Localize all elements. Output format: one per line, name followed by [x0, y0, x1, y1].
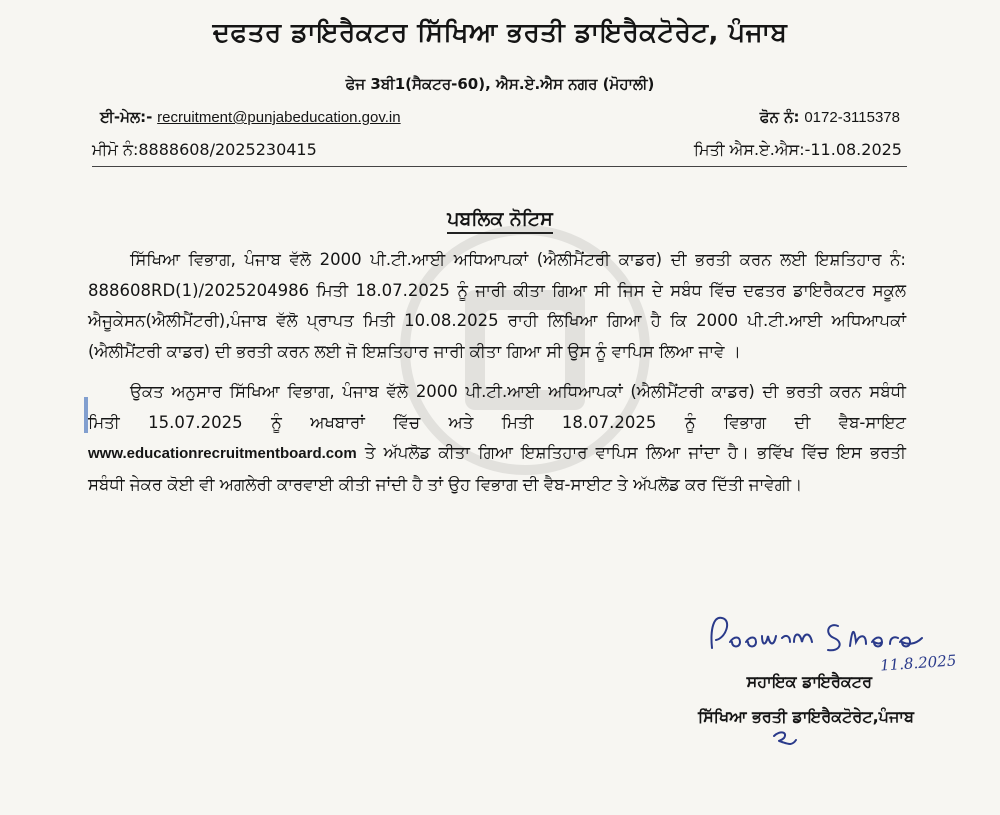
memo-number: ਮੀਮੋ ਨੰ:8888608/2025230415 [92, 140, 317, 159]
website-link[interactable]: www.educationrecruitmentboard.com [88, 445, 357, 462]
signatory-designation: ਸਹਾਇਕ ਡਾਇਰੈਕਟਰ [746, 672, 872, 691]
memo-date: ਮਿਤੀ ਐਸ.ਏ.ਐਸ:-11.08.2025 [693, 140, 902, 159]
notice-paragraph-1: ਸਿੱਖਿਆ ਵਿਭਾਗ, ਪੰਜਾਬ ਵੱਲੋ 2000 ਪੀ.ਟੀ.ਆਈ ਅਧਿਆਪਕਾਂ (ਐਲੀਮੈਂਟਰੀ ਕਾਡਰ) ਦੀ ਭਰਤੀ ਕਰਨ ਲਈ ਇਸ਼ਤਿਹਾਰ ਨੰ: 888608RD(1)/2025204986 ਮਿਤੀ 18.07.2025 ਨੂੰ ਜਾਰੀ ਕੀਤਾ ਗਿਆ ਸੀ ਜਿਸ ਦੇ ਸਬੰਧ ਵਿੱਚ ਦਫਤਰ ਡਾਇਰੈਕਟਰ ਸਕੂਲ ਐਜੂਕੇਸਨ(ਐਲੀਮੈਂਟਰੀ),ਪੰਜਾਬ ਵੱਲੋ ਪ੍ਰਾਪਤ ਮਿਤੀ 10.08.2025 ਰਾਹੀ ਲਿਖਿਆ ਗਿਆ ਹੈ ਕਿ 2000 ਪੀ.ਟੀ.ਆਈ ਅਧਿਆਪਕਾਂ (ਐਲੀਮੈਂਟਰੀ ਕਾਡਰ) ਦੀ ਭਰਤੀ ਕਰਨ ਲਈ ਜੋ ਇਸ਼ਤਿਹਾਰ ਜਾਰੀ ਕੀਤਾ ਗਿਆ ਸੀ ਉਸ ਨੂੰ ਵਾਪਿਸ ਲਿਆ ਜਾਵੇ । [88, 250, 906, 361]
notice-heading [0, 208, 1000, 230]
office-address: ਫੇਜ 3ਬੀ1(ਸੈਕਟਰ-60), ਐਸ.ਏ.ਐਸ ਨਗਰ (ਮੋਹਾਲੀ) [345, 75, 655, 93]
notice-paragraph-2 [88, 377, 906, 500]
phone-number: 0172-3115378 [804, 109, 900, 126]
phone-label: ਫੋਨ ਨੰ: [759, 108, 800, 126]
email-link[interactable]: recruitment@punjabeducation.gov.in [157, 109, 401, 126]
phone-line [760, 108, 900, 126]
notice-body [88, 245, 906, 510]
office-title: ਦਫਤਰ ਡਾਇਰੈਕਟਰ ਸਿੱਖਿਆ ਭਰਤੀ ਡਾਇਰੈਕਟੋਰੇਟ, ਪੰਜਾਬ [212, 18, 788, 48]
handwritten-initial [770, 728, 800, 754]
handwritten-date: 11.8.2025 [879, 651, 957, 675]
header-divider [92, 166, 907, 167]
email-label: ਈ-ਮੇਲ:- [100, 108, 153, 126]
text-cursor-highlight [84, 397, 88, 433]
notice-heading-text: ਪਬਲਿਕ ਨੋਟਿਸ [447, 208, 552, 234]
paragraph-2-text-end: ਤੇ ਅੱਪਲੋਡ ਕੀਤਾ ਗਿਆ ਇਸ਼ਤਿਹਾਰ ਵਾਪਿਸ ਲਿਆ ਜਾਂਦਾ ਹੈ। ਭਵਿੱਖ ਵਿੱਚ ਇਸ ਭਰਤੀ ਸਬੰਧੀ ਜੇਕਰ ਕੋਈ ਵੀ ਅਗਲੇਰੀ ਕਾਰਵਾਈ ਕੀਤੀ ਜਾਂਦੀ ਹੈ ਤਾਂ ਉਹ ਵਿਭਾਗ ਦੀ ਵੈਬ-ਸਾਈਟ ਤੇ ਅੱਪਲੋਡ ਕਰ ਦਿੱਤੀ ਜਾਵੇਗੀ। [88, 443, 906, 494]
signatory-department: ਸਿੱਖਿਆ ਭਰਤੀ ਡਾਇਰੈਕਟੋਰੇਟ,ਪੰਜਾਬ [698, 707, 914, 726]
email-line [100, 108, 401, 126]
paragraph-2-text-start: ਉਕਤ ਅਨੁਸਾਰ ਸਿੱਖਿਆ ਵਿਭਾਗ, ਪੰਜਾਬ ਵੱਲੋ 2000 ਪੀ.ਟੀ.ਆਈ ਅਧਿਆਪਕਾਂ (ਐਲੀਮੈਂਟਰੀ ਕਾਡਰ) ਦੀ ਭਰਤੀ ਕਰਨ ਸਬੰਧੀ ਮਿਤੀ 15.07.2025 ਨੂੰ ਅਖਬਾਰਾਂ ਵਿੱਚ ਅਤੇ ਮਿਤੀ 18.07.2025 ਨੂੰ ਵਿਭਾਗ ਦੀ ਵੈਬ-ਸਾਇਟ [88, 382, 906, 432]
